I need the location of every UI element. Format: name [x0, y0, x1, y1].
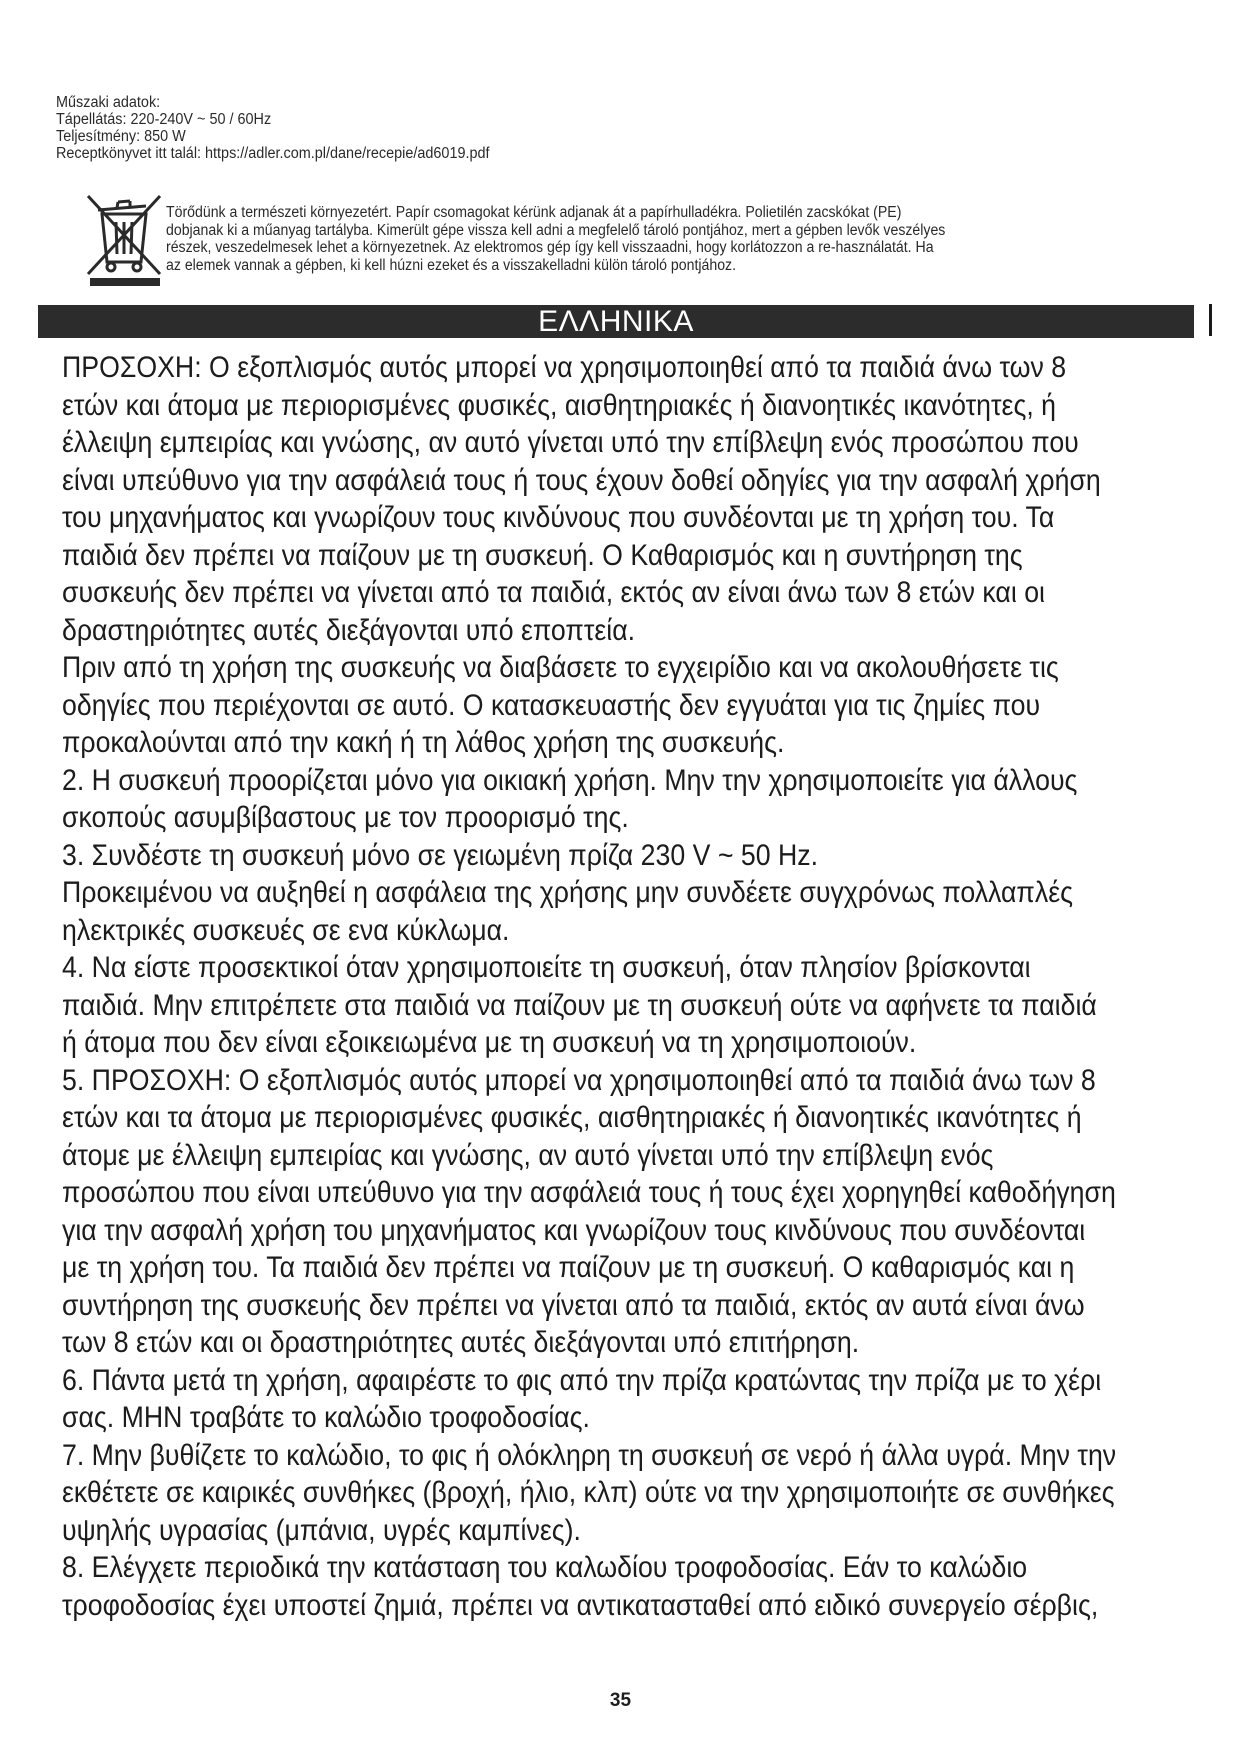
instruction-line: είναι υπεύθυνο για την ασφάλειά τους ή τους έχουν δοθεί οδηγίες για την ασφαλή χρήση	[62, 463, 1101, 497]
instruction-line: υψηλής υγρασίας (μπάνια, υγρές καμπίνες).	[62, 1513, 581, 1547]
technical-specs	[56, 94, 1079, 162]
environmental-notice-text	[166, 204, 1194, 274]
eco-line: Törődünk a természeti környezetért. Papír csomagokat kérünk adjanak át a papírhulladékra. Polietilén zacskókat (PE)	[166, 204, 902, 221]
instruction-line: ετών και άτομα με περιορισμένες φυσικές, αισθητηριακές ή διανοητικές ικανότητες, ή	[62, 388, 1057, 422]
tech-spec-line: Teljesítmény: 850 W	[56, 128, 186, 145]
eco-line: dobjanak ki a műanyag tartályba. Kimerült gépe vissza kell adni a megfelelő tároló pontjához, mert a gépben levők veszélyes	[166, 221, 946, 239]
environmental-notice	[84, 192, 1184, 292]
instruction-line: 2. Η συσκευή προορίζεται μόνο για οικιακή χρήση. Μην την χρησιμοποιείτε για άλλους	[62, 763, 1078, 797]
instruction-line: εκθέτετε σε καιρικές συνθήκες (βροχή, ήλιο, κλπ) ούτε να την χρησιμοποιήτε σε συνθήκες	[62, 1476, 1115, 1509]
eco-line: részek, veszedelmesek lehet a környezetnek. Az elektromos gép így kell visszaadni, hogy korlátozzon a re-használatát. Ha	[166, 239, 934, 256]
instruction-line: 7. Μην βυθίζετε το καλώδιο, το φις ή ολόκληρη τη συσκευή σε νερό ή άλλα υγρά. Μην την	[62, 1438, 1117, 1472]
instruction-line: προσώπου που είναι υπεύθυνο για την ασφάλειά τους ή τους έχει χορηγηθεί καθοδήγηση	[62, 1176, 1116, 1209]
instruction-line: σκοπούς ασυμβίβαστους με τον προορισμό της.	[62, 801, 629, 834]
instruction-line: συσκευής δεν πρέπει να γίνεται από τα παιδιά, εκτός αν είναι άνω των 8 ετών και οι	[62, 576, 1045, 609]
page-number: 35	[609, 1690, 632, 1711]
instruction-line: Πριν από τη χρήση της συσκευής να διαβάσετε το εγχειρίδιο και να ακολουθήσετε τις	[62, 651, 1059, 684]
instruction-line: 4. Να είστε προσεκτικοί όταν χρησιμοποιείτε τη συσκευή, όταν πλησίον βρίσκονται	[62, 951, 1031, 984]
instruction-line: 6. Πάντα μετά τη χρήση, αφαιρέστε το φις από την πρίζα κρατώντας την πρίζα με το χέρι	[62, 1363, 1102, 1397]
tech-spec-line: Műszaki adatok:	[56, 94, 161, 111]
instruction-line: οδηγίες που περιέχονται σε αυτό. Ο κατασκευαστής δεν εγγυάται για τις ζημίες που	[62, 688, 1041, 722]
instruction-line: ηλεκτρικές συσκευές σε ενα κύκλωμα.	[62, 913, 510, 947]
tech-spec-line: Receptkönyvet itt talál: https://adler.com.pl/dane/recepie/ad6019.pdf	[56, 145, 490, 162]
instruction-line: συντήρηση της συσκευής δεν πρέπει να γίνεται από τα παιδιά, εκτός αν αυτά είναι άνω	[62, 1288, 1085, 1322]
instruction-line: του μηχανήματος και γνωρίζουν τους κινδύνους που συνδέονται με τη χρήση του. Τα	[62, 501, 1055, 534]
safety-instructions	[62, 349, 1193, 1624]
instruction-line: παιδιά. Μην επιτρέπετε στα παιδιά να παίζουν με τη συσκευή ούτε να αφήνετε τα παιδιά	[62, 988, 1097, 1022]
instruction-line: ΠΡΟΣΟΧΗ: Ο εξοπλισμός αυτός μπορεί να χρησιμοποιηθεί από τα παιδιά άνω των 8	[62, 351, 1067, 384]
weee-crossed-bin-icon	[84, 192, 166, 288]
instruction-line: σας. ΜΗΝ τραβάτε το καλώδιο τροφοδοσίας.	[62, 1401, 590, 1434]
instruction-line: 5. ΠΡΟΣΟΧΗ: Ο εξοπλισμός αυτός μπορεί να χρησιμοποιηθεί από τα παιδιά άνω των 8	[62, 1063, 1096, 1097]
instruction-line: Προκειμένου να αυξηθεί η ασφάλεια της χρήσης μην συνδέετε συγχρόνως πολλαπλές	[62, 876, 1073, 909]
instruction-line: των 8 ετών και οι δραστηριότητες αυτές διεξάγονται υπό επιτήρηση.	[62, 1326, 860, 1359]
instruction-line: ετών και τα άτομα με περιορισμένες φυσικές, αισθητηριακές ή διανοητικές ικανότητες ή	[62, 1101, 1082, 1134]
instruction-line: δραστηριότητες αυτές διεξάγονται υπό εποπτεία.	[62, 613, 636, 647]
instruction-line: τροφοδοσίας έχει υποστεί ζημιά, πρέπει να αντικατασταθεί από ειδικό συνεργείο σέρβις,	[62, 1588, 1099, 1622]
instruction-line: προκαλούνται από την κακή ή τη λάθος χρήση της συσκευής.	[62, 726, 785, 759]
language-section-header: ΕΛΛΗΝΙΚΑ	[38, 305, 1194, 338]
instruction-line: με τη χρήση του. Τα παιδιά δεν πρέπει να παίζουν με τη συσκευή. Ο καθαρισμός και η	[62, 1251, 1075, 1284]
instruction-line: 3. Συνδέστε τη συσκευή μόνο σε γειωμένη πρίζα 230 V ~ 50 Hz.	[62, 838, 819, 872]
instruction-line: παιδιά δεν πρέπει να παίζουν με τη συσκευή. Ο Καθαρισμός και η συντήρηση της	[62, 538, 1023, 572]
instruction-line: ή άτομα που δεν είναι εξοικειωμένα με τη συσκευή να τη χρησιμοποιούν.	[62, 1026, 917, 1059]
instruction-line: για την ασφαλή χρήση του μηχανήματος και γνωρίζουν τους κινδύνους που συνδέονται	[62, 1213, 1086, 1247]
margin-marker	[1209, 304, 1212, 336]
instruction-line: έλλειψη εμπειρίας και γνώσης, αν αυτό γίνεται υπό την επίβλεψη ενός προσώπου που	[62, 426, 1079, 459]
tech-spec-line: Tápellátás: 220-240V ~ 50 / 60Hz	[56, 111, 272, 128]
instruction-line: 8. Ελέγχετε περιοδικά την κατάσταση του καλωδίου τροφοδοσίας. Εάν το καλώδιο	[62, 1551, 1028, 1584]
instruction-line: άτομε με έλλειψη εμπειρίας και γνώσης, αν αυτό γίνεται υπό την επίβλεψη ενός	[62, 1138, 994, 1172]
eco-line: az elemek vannak a gépben, ki kell húzni ezeket és a visszakelladni külön tároló pontjához.	[166, 256, 737, 274]
